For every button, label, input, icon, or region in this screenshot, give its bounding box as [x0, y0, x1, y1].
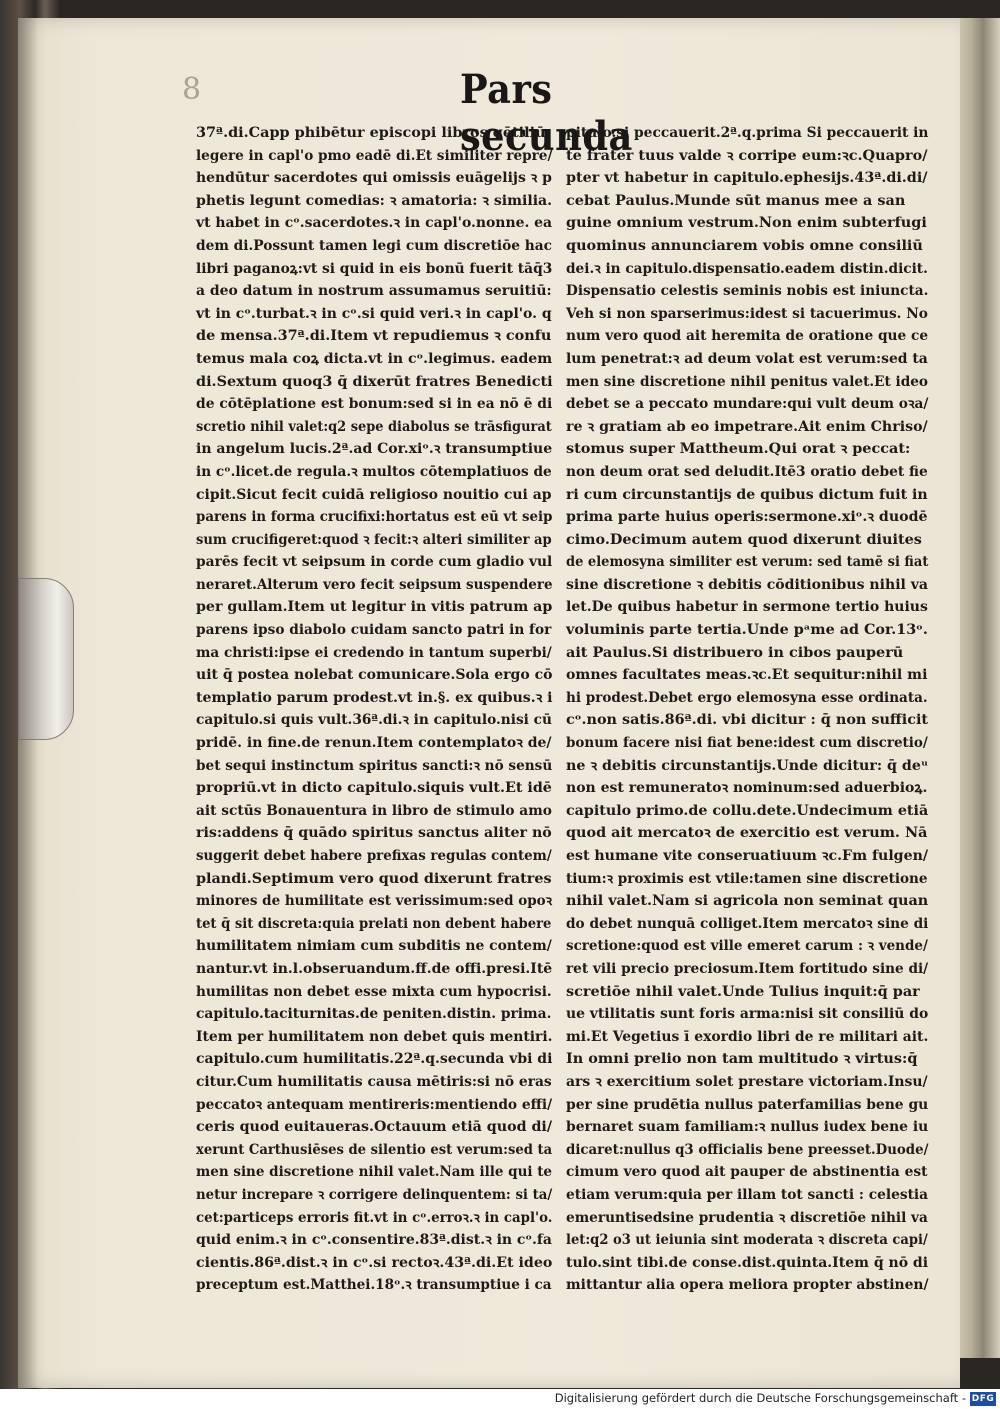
text-line: Dispensatio celestis seminis nobis est iniuncta. [566, 283, 929, 300]
text-line: capitulo.cum humilitatis.22ª.q.secunda vbi di [196, 1051, 553, 1068]
text-line: Item per humilitatem non debet quis mentiri. [196, 1028, 553, 1045]
text-line: ris:addens q̄ quādo spiritus sanctus aliter nō [196, 825, 552, 842]
text-line: nantur.vt in.l.obseruandum.ff.de offi.presi.Itē [196, 960, 553, 977]
facing-page-edge [957, 18, 1000, 1358]
text-line: tulo.sint tibi.de conse.dist.quinta.Item q̄ nō di [566, 1254, 929, 1271]
text-line: ma christi:ipse ei credendo in tantum superbi/ [196, 644, 552, 661]
text-line: etiam verum:quia per illam tot sancti : celestia [566, 1186, 929, 1203]
text-line: temus mala coꝝ dicta.vt in cᵒ.legimus. eadem [196, 350, 553, 367]
text-line: cimum vero quod ait pauper de abstinentia est [566, 1164, 928, 1181]
text-line: tet q̄ sit discreta:quia prelati non debent habere [196, 915, 552, 932]
text-line: guine omnium vestrum.Non enim subterfugi [566, 215, 927, 232]
text-line: omnes facultates meas.ꝛc.Et sequitur:nihil mi [566, 667, 928, 684]
folio-mark: 8 [182, 72, 204, 107]
text-line: cipit.Sicut fecit cuidā religioso nouitio cui ap [196, 486, 552, 503]
text-line: do debet nunquā colliget.Item mercatoꝛ sine di [566, 915, 929, 932]
text-line: cebat Paulus.Munde sūt manus mee a san [566, 192, 906, 209]
text-line: let:q2 o3 ut ieiunia sint moderata ꝛ discreta capi/ [566, 1232, 928, 1249]
text-line: cᵒ.non satis.86ª.di. vbi dicitur : q̄ non sufficit [566, 712, 929, 729]
text-line: pridē. in fine.de renun.Item contemplatoꝛ de/ [196, 735, 552, 752]
text-line: voluminis parte tertia.Unde pᵃme ad Cor.13ᵒ. [566, 622, 928, 639]
text-line: est humane vite conseruatiuum ꝛc.Fm fulgen/ [566, 848, 929, 864]
text-line: legere in capl'o pmo eadē di.Et similiter repre/ [196, 147, 553, 164]
text-line: sum crucifigeret:quod ꝛ fecit:ꝛ alteri similiter ap [196, 531, 552, 548]
text-line: uit q̄ postea nolebat comunicare.Sola ergo cō [196, 667, 553, 684]
text-line: re ꝛ gratiam ab eo impetrare.Ait enim Chriso/ [566, 418, 928, 435]
text-line: pitulo.si peccauerit.2ª.q.prima Si peccauerit in [566, 125, 929, 141]
text-line: capitulo primo.de collu.dete.Undecimum etiā [566, 802, 929, 819]
text-line: plandi.Septimum vero quod dixerunt fratres [196, 870, 552, 887]
text-line: cimo.Decimum autem quod dixerunt diuites [566, 531, 922, 548]
text-line: bet sequi instinctum spiritus sancti:ꝛ nō sensū [196, 757, 553, 774]
footer-bar [0, 1389, 1000, 1409]
text-line: let.De quibus habetur in sermone tertio huius [566, 599, 928, 616]
text-line: de elemosyna similiter est verum: sed tamē si fiat [566, 554, 929, 571]
text-line: quominus annunciarem vobis omne consiliū [566, 237, 923, 254]
text-line: peccatoꝛ antequam mentireris:mentiendo effi/ [196, 1096, 553, 1113]
text-line: capitulo.taciturnitas.de peniten.distin. prima. [196, 1006, 552, 1023]
text-line: ceris quod euitaueras.Octauum etiā quod di/ [196, 1119, 553, 1136]
text-line: scretio nihil valet:q2 sepe diabolus se trāsfigurat [196, 418, 552, 435]
dfg-logo: DFG [971, 1394, 995, 1404]
text-line: di.Sextum quoq3 q̄ dixerūt fratres Benedicti [196, 373, 553, 390]
text-line: nihil valet.Nam si agricola non seminat quan [566, 893, 929, 910]
text-line: per gullam.Item ut legitur in vitis patrum ap [196, 599, 553, 616]
text-column-left [196, 122, 552, 1297]
text-line: per sine prudētia nullus paterfamilias bene gu [566, 1096, 929, 1113]
text-line: scretiōe nihil valet.Unde Tulius inquit:q̄ par [566, 983, 920, 1000]
text-line: templatio parum prodest.vt in.§. ex quibus.ꝛ i [196, 689, 553, 706]
text-line: de mensa.37ª.di.Item vt repudiemus ꝛ confu [196, 328, 552, 345]
text-line: men sine discretione nihil penitus valet.Et ideo [566, 373, 929, 390]
text-line: prima parte huius operis:sermone.xiᵒ.ꝛ duodē [566, 509, 928, 526]
funding-notice: Digitalisierung gefördert durch die Deutsche Forschungsgemeinschaft - [554, 1391, 966, 1405]
text-line: mittantur alia opera meliora propter abstinen/ [566, 1277, 929, 1294]
text-line: humilitatem nimiam cum subditis ne contem/ [196, 938, 552, 955]
text-line: non deum orat sed deludit.Itē3 oratio debet fie [566, 463, 928, 480]
text-line: emeruntisedsine prudentia ꝛ discretiōe nihil va [566, 1209, 928, 1226]
text-line: preceptum est.Matthei.18ᵒ.ꝛ transumptiue i ca [196, 1277, 552, 1294]
text-line: suggerit debet habere prefixas regulas contem/ [196, 848, 552, 864]
running-head: Pars secunda [460, 66, 633, 160]
text-line: minores de humilitate est verissimum:sed opoꝛ [196, 893, 553, 910]
text-line: phetis legunt comedias: ꝛ amatoria: ꝛ similia. [196, 192, 553, 209]
text-line: sine discretione ꝛ debitis cōditionibus nihil va [566, 576, 929, 593]
text-line: stomus super Mattheum.Qui orat ꝛ peccat: [566, 441, 911, 458]
text-line: 37ª.di.Capp phibētur episcopi libros gētiliū [196, 125, 546, 141]
text-line: xerunt Carthusiēses de silentio est verum:sed ta [196, 1141, 553, 1158]
text-line: te frater tuus valde ꝛ corripe eum:ꝛc.Quapro/ [566, 147, 928, 164]
text-line: non est remuneratoꝛ nominum:sed aduerbioꝝ. [566, 780, 928, 797]
text-line: debet se a peccato mundare:qui vult deum oꝛa/ [566, 396, 929, 413]
text-column-right [566, 122, 928, 1297]
text-line: tium:ꝛ proximis est vtile:tamen sine discretione [566, 870, 928, 887]
text-line: netur increpare ꝛ corrigere delinquentem: si ta/ [196, 1186, 553, 1203]
text-line: dicaret:nullus q3 officialis bene preesset.Duode/ [566, 1141, 929, 1158]
text-line: de cōtēplatione est bonum:sed si in ea nō ē di [196, 396, 553, 413]
page-clip [18, 578, 74, 740]
text-line: In omni prelio non tam multitudo ꝛ virtus:q̄ [566, 1051, 918, 1068]
text-line: in angelum lucis.2ª.ad Cor.xiᵒ.ꝛ transumptiue [196, 441, 553, 458]
text-line: ri cum circunstantijs de quibus dictum fuit in [566, 486, 928, 503]
text-line: propriū.vt in dicto capitulo.siquis vult.Et idē [196, 780, 552, 797]
text-line: vt in cᵒ.turbat.ꝛ in cᵒ.si quid veri.ꝛ in capl'o. q [196, 305, 552, 322]
text-line: hendūtur sacerdotes qui omissis euāgelijs ꝛ p [196, 170, 552, 187]
text-line: parens ipso diabolo cuidam sancto patri in for [196, 622, 552, 639]
text-line: libri paganoꝝ:vt si quid in eis bonū fuerit tāq̄3 [196, 260, 553, 277]
text-line: num vero quod ait heremita de oratione que ce [566, 328, 929, 345]
text-line: ne ꝛ debitis circunstantijs.Unde dicitur: q̄ deᵘ [566, 757, 929, 774]
text-line: cet:particeps erroris fit.vt in cᵒ.erroꝛ.ꝛ in capl'o. [196, 1209, 553, 1226]
text-line: ait sctūs Bonauentura in libro de stimulo amo [196, 802, 552, 819]
text-line: citur.Cum humilitatis causa mētiris:si nō eras [196, 1073, 552, 1090]
text-line: bonum facere nisi fiat bene:idest cum discretio/ [566, 735, 928, 752]
text-line: in cᵒ.licet.de regula.ꝛ multos cōtemplatiuos de [196, 463, 552, 480]
text-line: dei.ꝛ in capitulo.dispensatio.eadem distin.dicit. [566, 260, 928, 277]
text-line: a deo datum in nostrum assumamus seruitiū: [196, 283, 552, 300]
text-line: quid enim.ꝛ in cᵒ.consentire.83ª.dist.ꝛ in cᵒ.fa [196, 1232, 552, 1249]
text-line: ait Paulus.Si distribuero in cibos pauperū [566, 644, 904, 661]
text-line: vt habet in cᵒ.sacerdotes.ꝛ in capl'o.nonne. ea [196, 215, 553, 232]
text-line: pter vt habetur in capitulo.ephesijs.43ª.di.di/ [566, 170, 928, 187]
text-line: ret vili precio preciosum.Item fortitudo sine di/ [566, 960, 929, 977]
text-line: parēs fecit vt seipsum in corde cum gladio vul [196, 554, 553, 571]
text-line: neraret.Alterum vero fecit seipsum suspendere [196, 576, 553, 593]
text-line: dem di.Possunt tamen legi cum discretiōe hac [196, 237, 553, 254]
text-line: ue vtilitatis sunt foris arma:nisi sit consiliū do [566, 1006, 929, 1023]
text-line: mi.Et Vegetius ī exordio libri de re militari ait. [566, 1028, 929, 1045]
text-line: bernaret suam familiam:ꝛ nullus iudex bene iu [566, 1119, 929, 1136]
text-line: cientis.86ª.dist.ꝛ in cᵒ.si rectoꝛ.43ª.di.Et ideo [196, 1254, 553, 1271]
text-line: capitulo.si quis vult.36ª.di.ꝛ in capitulo.nisi cū [196, 712, 552, 729]
text-line: ars ꝛ exercitium solet prestare victoriam.Insu/ [566, 1073, 928, 1090]
text-line: parens in forma crucifixi:hortatus est eū vt seip [196, 509, 553, 526]
text-line: quod ait mercatoꝛ de exercitio est verum. Nā [566, 825, 928, 842]
text-line: hi prodest.Debet ergo elemosyna esse ordinata. [566, 689, 928, 706]
text-line: Veh si non sparserimus:idest si tacuerimus. No [566, 305, 928, 322]
text-line: humilitas non debet esse mixta cum hypocrisi. [196, 983, 552, 1000]
text-line: lum penetrat:ꝛ ad deum volat est verum:sed ta [566, 350, 928, 367]
text-line: scretione:quod est ville emeret carum : ꝛ vende/ [566, 938, 928, 955]
text-line: men sine discretione nihil valet.Nam ille qui te [196, 1164, 553, 1181]
